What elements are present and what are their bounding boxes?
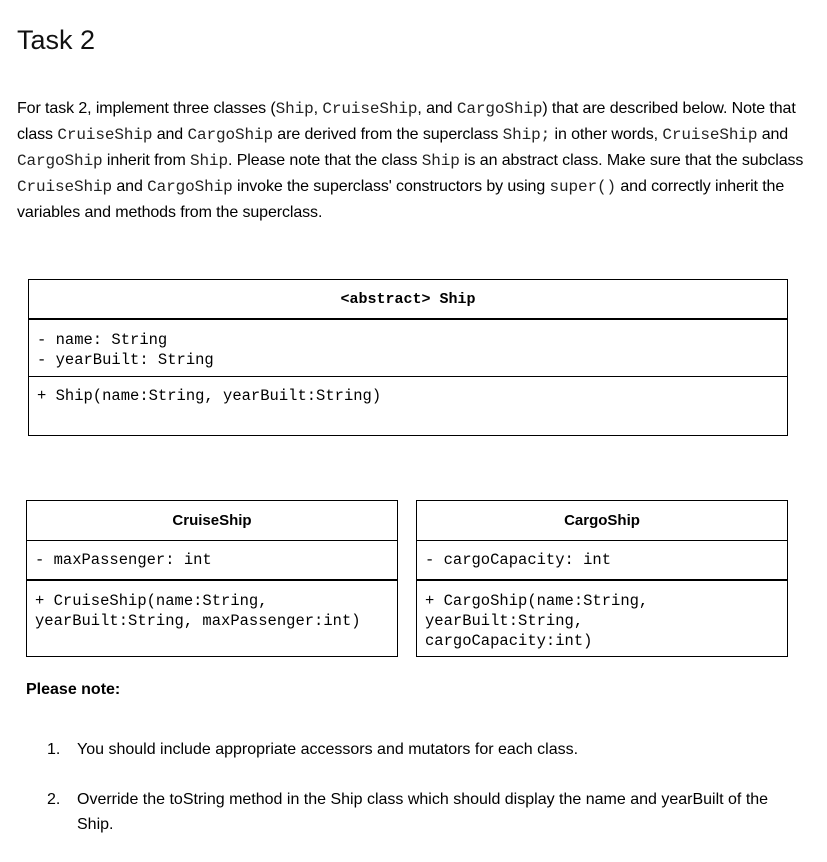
code-super: super() — [549, 178, 616, 196]
intro-text: , and — [417, 100, 457, 117]
intro-text: are derived from the superclass — [272, 126, 503, 143]
intro-text: and — [112, 178, 148, 195]
uml-operations — [29, 376, 787, 435]
uml-class-header: CruiseShip — [172, 512, 252, 529]
uml-attribute: - cargoCapacity: int — [425, 551, 612, 569]
uml-operations — [27, 579, 397, 656]
page-title: Task 2 — [17, 25, 96, 55]
intro-text: is an abstract class. Make sure that the subclass — [459, 152, 804, 169]
intro-text: and — [757, 126, 789, 143]
intro-text: and correctly inherit the variables and methods from the superclass. — [17, 178, 785, 221]
note-text: Override the toString method in the Ship class which should display the name and yearBuilt of the Ship. — [77, 791, 769, 833]
uml-attribute: - yearBuilt: String — [37, 351, 214, 369]
uml-operation: + CargoShip(name:String, — [425, 592, 649, 610]
intro-text: inherit from — [102, 152, 191, 169]
note-number: 2. — [47, 791, 61, 808]
note-number: 1. — [47, 741, 61, 758]
uml-operation: cargoCapacity:int) — [425, 632, 593, 650]
code-cargoship: CargoShip — [456, 100, 543, 118]
code-ship: Ship; — [502, 126, 551, 144]
intro-text: . Please note that the class — [228, 152, 422, 169]
uml-operation: yearBuilt:String, maxPassenger:int) — [35, 612, 361, 630]
code-ship: Ship — [421, 152, 460, 170]
intro-text: invoke the superclass' constructors by using — [232, 178, 550, 195]
code-cargoship: CargoShip — [187, 126, 273, 144]
code-cruiseship: CruiseShip — [662, 126, 758, 144]
uml-class-header: <abstract> Ship — [340, 290, 476, 308]
uml-operation: yearBuilt:String, — [425, 612, 584, 630]
uml-operations — [417, 579, 787, 656]
uml-class-cargoship — [416, 500, 788, 657]
uml-class-ship — [28, 279, 788, 436]
code-cargoship: CargoShip — [17, 152, 103, 170]
code-ship: Ship — [275, 100, 314, 118]
uml-attribute: - name: String — [37, 331, 168, 349]
intro-text: and — [152, 126, 188, 143]
note-item — [47, 787, 787, 837]
intro-text: in other words, — [550, 126, 663, 143]
notes-heading: Please note: — [26, 681, 121, 698]
code-cruiseship: CruiseShip — [322, 100, 418, 118]
uml-operation: + CruiseShip(name:String, — [35, 592, 268, 610]
uml-attributes — [29, 318, 787, 376]
notes-list — [47, 737, 787, 862]
code-ship: Ship — [190, 152, 229, 170]
note-item — [47, 737, 787, 762]
uml-class-cruiseship — [26, 500, 398, 657]
note-text: You should include appropriate accessors and mutators for each class. — [77, 741, 579, 758]
intro-text: ) that are described below. Note that class — [17, 100, 796, 143]
code-cruiseship: CruiseShip — [57, 126, 153, 144]
uml-attributes — [27, 540, 397, 579]
intro-text: , — [313, 100, 323, 117]
uml-attributes — [417, 540, 787, 579]
intro-text: For task 2, implement three classes ( — [17, 100, 276, 117]
uml-attribute: - maxPassenger: int — [35, 551, 212, 569]
code-cargoship: CargoShip — [147, 178, 233, 196]
task-description — [17, 96, 807, 225]
uml-operation: + Ship(name:String, yearBuilt:String) — [37, 387, 382, 405]
uml-class-header: CargoShip — [564, 512, 640, 529]
code-cruiseship: CruiseShip — [17, 178, 113, 196]
